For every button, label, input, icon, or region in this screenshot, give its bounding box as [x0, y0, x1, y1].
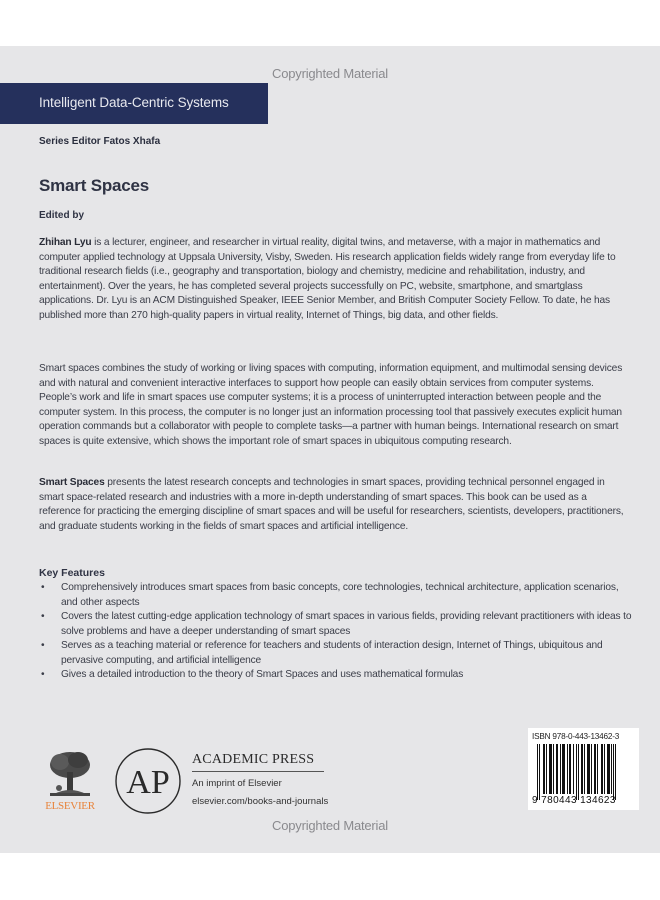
key-features-list — [39, 581, 634, 683]
about-paragraph: Smart spaces combines the study of working or living spaces with computing, information equipment, and multimodal sensing devices and with natural and convenient interactive interfaces to support how people can easily obtain services from computer systems. People’s work and life in smart spaces use computer systems; it is a process of uninterrupted interaction between people and the computer system. In this process, the computer is no longer just an information processing tool that passively executes explicit human operation commands but a collaborator with people to complete tasks—a partner with human beings. International research on smart spaces is quite extensive, which shows the important role of smart spaces in ubiquitous computing research. — [39, 363, 623, 447]
series-name: Intelligent Data-Centric Systems — [39, 95, 229, 110]
elsevier-logo — [40, 750, 100, 822]
presents-lead: Smart Spaces — [39, 477, 105, 488]
key-features-title: Key Features — [39, 567, 105, 579]
bullet-icon: • — [41, 611, 45, 622]
book-back-cover — [0, 46, 660, 853]
isbn-label: ISBN 978-0-443-13462-3 — [532, 732, 620, 741]
watermark-bottom: Copyrighted Material — [272, 818, 388, 833]
isbn-barcode — [528, 728, 639, 810]
barcode-digits: 9 780443 134623 — [532, 795, 616, 806]
edited-by-label: Edited by — [39, 210, 85, 221]
series-banner — [0, 83, 268, 124]
series-editor: Series Editor Fatos Xhafa — [39, 136, 161, 147]
barcode-bars-icon — [537, 744, 616, 798]
publisher-name: ACADEMIC PRESS — [192, 752, 315, 767]
publisher-imprint: An imprint of Elsevier — [192, 778, 282, 789]
publisher-url: elsevier.com/books-and-journals — [192, 796, 329, 807]
presents-paragraph — [39, 476, 629, 534]
book-title: Smart Spaces — [39, 176, 150, 195]
key-feature-item: • Serves as a teaching material or reference for teachers and students of interaction design, Internet of Things, ubiquitous and pervasive computing, and artificial intelligence — [41, 640, 603, 666]
svg-text:AP: AP — [126, 764, 170, 801]
editor-bio-text: is a lecturer, engineer, and researcher in virtual reality, digital twins, and metaverse, with a major in mathematics and computer applied technology at Uppsala University, Visby, Sweden. His research application fields widely range from everyday life to traditional research fields (i.e., geography and transportation, biology and chemistry, medicine and rehabilitation, industry, and entertainment). Over the years, he has completed several projects successfully on PC, website, smartphone, and smartglass applications. Dr. Lyu is an ACM Distinguished Speaker, IEEE Senior Member, and British Computer Society Fellow. To date, he has published more than 270 high-quality papers in virtual reality, Internet of Things, big data, and other fields. — [39, 237, 616, 321]
academic-press-monogram-icon — [114, 747, 182, 815]
key-feature-item: • Covers the latest cutting-edge application technology of smart spaces in various fields, providing relevant practitioners with ideas to solve problems and have a deeper understanding of smart spaces — [41, 611, 632, 637]
elsevier-wordmark: ELSEVIER — [45, 800, 95, 812]
presents-text: presents the latest research concepts and technologies in smart spaces, providing technical personnel engaged in smart space-related research and industries with a more in-depth understanding of smart spaces. This book can be used as a reference for practicing the emerging discipline of smart spaces and will be useful for researchers, scientists, developers, practitioners, and graduate students working in the fields of smart spaces and artificial intelligence. — [39, 477, 624, 532]
key-feature-item: • Comprehensively introduces smart spaces from basic concepts, core technologies, technical architecture, application scenarios, and other aspects — [41, 582, 619, 608]
elsevier-tree-icon — [48, 750, 92, 798]
editor-bio — [39, 236, 629, 323]
bullet-icon: • — [41, 669, 45, 680]
bullet-icon: • — [41, 640, 45, 651]
bullet-icon: • — [41, 582, 45, 593]
editor-name: Zhihan Lyu — [39, 237, 92, 248]
key-feature-item: • Gives a detailed introduction to the theory of Smart Spaces and uses mathematical formulas — [39, 668, 634, 683]
watermark-top: Copyrighted Material — [272, 66, 388, 81]
publisher-divider — [192, 771, 324, 772]
